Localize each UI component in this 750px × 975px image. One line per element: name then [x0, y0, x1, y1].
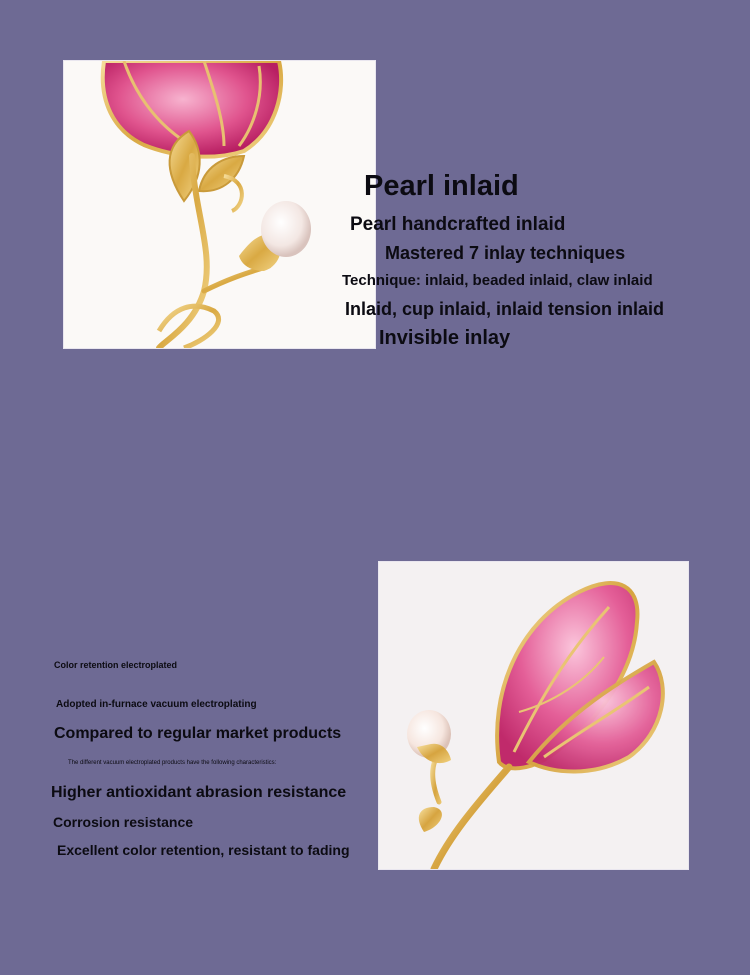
brooch-photo-top: [63, 60, 376, 349]
antioxidant-feature-text: Higher antioxidant abrasion resistance: [51, 784, 347, 801]
inlay-techniques-text: Mastered 7 inlay techniques: [385, 243, 626, 263]
inlay-types-text: Inlaid, cup inlaid, inlaid tension inlaid: [345, 299, 665, 319]
pearl-inlaid-title: Pearl inlaid: [364, 170, 519, 202]
technique-list-text: Technique: inlaid, beaded inlaid, claw inlaid: [342, 272, 653, 289]
vacuum-electroplating-text: Adopted in-furnace vacuum electroplating: [56, 699, 257, 710]
comparison-text: Compared to regular market products: [54, 725, 342, 742]
invisible-inlay-text: Invisible inlay: [379, 327, 511, 349]
color-retention-feature-text: Excellent color retention, resistant to fading: [57, 842, 350, 858]
corrosion-feature-text: Corrosion resistance: [53, 814, 194, 830]
brooch-photo-bottom: [378, 561, 689, 870]
pearl-handcrafted-text: Pearl handcrafted inlaid: [350, 214, 566, 235]
characteristics-intro-text: The different vacuum electroplated products have the following characteristics:: [68, 760, 277, 766]
color-retention-heading: Color retention electroplated: [54, 660, 178, 670]
